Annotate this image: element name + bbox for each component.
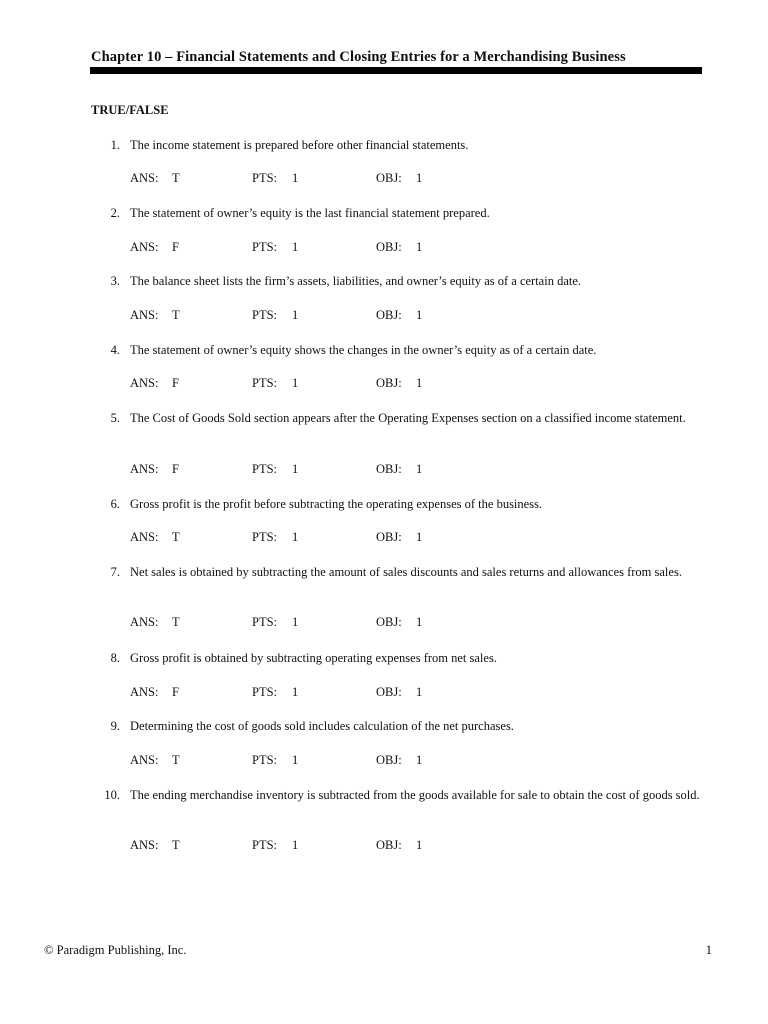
answer-field [130, 530, 180, 545]
points-value: 1 [292, 462, 299, 476]
points-label: PTS: [252, 376, 278, 390]
answer-label: ANS: [130, 376, 159, 390]
objective-value: 1 [416, 240, 423, 254]
objective-field [376, 376, 422, 391]
objective-label: OBJ: [376, 308, 402, 322]
question-text: Determining the cost of goods sold includes calculation of the net purchases. [130, 719, 514, 733]
question-text: The statement of owner’s equity is the last financial statement prepared. [130, 206, 490, 220]
objective-field [376, 685, 422, 700]
objective-field [376, 615, 422, 630]
points-field [252, 685, 298, 700]
points-label: PTS: [252, 462, 278, 476]
objective-value: 1 [416, 376, 423, 390]
objective-field [376, 530, 422, 545]
points-label: PTS: [252, 240, 278, 254]
answer-label: ANS: [130, 838, 159, 852]
objective-field [376, 308, 422, 323]
question-number: 3. [110, 274, 120, 288]
objective-field [376, 462, 422, 477]
answer-field [130, 838, 180, 853]
answer-value: T [172, 838, 180, 852]
points-field [252, 376, 298, 391]
answer-field [130, 615, 180, 630]
objective-field [376, 171, 422, 186]
question-number: 8. [110, 651, 120, 665]
objective-label: OBJ: [376, 530, 402, 544]
answer-value: T [172, 615, 180, 629]
objective-field [376, 753, 422, 768]
question-text: The income statement is prepared before other financial statements. [130, 138, 469, 152]
question-text: The statement of owner’s equity shows the changes in the owner’s equity as of a certain date. [130, 343, 597, 357]
question-number: 10. [104, 788, 120, 802]
question-number: 4. [110, 343, 120, 357]
answer-value: T [172, 171, 180, 185]
objective-label: OBJ: [376, 615, 402, 629]
question-text: The ending merchandise inventory is subtracted from the goods available for sale to obtain the cost of goods sold. [130, 788, 700, 802]
points-field [252, 615, 298, 630]
points-label: PTS: [252, 530, 278, 544]
points-label: PTS: [252, 308, 278, 322]
objective-label: OBJ: [376, 240, 402, 254]
answer-value: F [172, 685, 179, 699]
answer-label: ANS: [130, 685, 159, 699]
objective-field [376, 240, 422, 255]
question-text: Gross profit is the profit before subtracting the operating expenses of the business. [130, 497, 543, 511]
objective-value: 1 [416, 615, 423, 629]
points-value: 1 [292, 240, 299, 254]
answer-field [130, 753, 180, 768]
objective-label: OBJ: [376, 685, 402, 699]
title-rule [90, 67, 702, 74]
question-text: Gross profit is obtained by subtracting operating expenses from net sales. [130, 651, 497, 665]
answer-label: ANS: [130, 240, 159, 254]
points-field [252, 308, 298, 323]
answer-label: ANS: [130, 530, 159, 544]
question-number: 1. [110, 138, 120, 152]
points-field [252, 171, 298, 186]
objective-value: 1 [416, 685, 423, 699]
question-number: 7. [110, 565, 120, 579]
objective-label: OBJ: [376, 376, 402, 390]
objective-field [376, 838, 422, 853]
answer-value: F [172, 376, 179, 390]
answer-label: ANS: [130, 308, 159, 322]
question-text: The balance sheet lists the firm’s assets, liabilities, and owner’s equity as of a certain date. [130, 274, 582, 288]
answer-value: T [172, 308, 180, 322]
points-field [252, 530, 298, 545]
objective-value: 1 [416, 171, 423, 185]
objective-label: OBJ: [376, 753, 402, 767]
points-value: 1 [292, 171, 299, 185]
objective-value: 1 [416, 308, 423, 322]
points-value: 1 [292, 838, 299, 852]
objective-value: 1 [416, 838, 423, 852]
answer-label: ANS: [130, 753, 159, 767]
answer-label: ANS: [130, 171, 159, 185]
points-field [252, 462, 298, 477]
points-field [252, 753, 298, 768]
question-text: Net sales is obtained by subtracting the amount of sales discounts and sales returns and allowances from sales. [130, 565, 682, 579]
points-label: PTS: [252, 753, 278, 767]
points-label: PTS: [252, 171, 278, 185]
section-heading: TRUE/FALSE [91, 103, 169, 117]
answer-value: T [172, 530, 180, 544]
objective-value: 1 [416, 753, 423, 767]
points-value: 1 [292, 615, 299, 629]
answer-value: F [172, 240, 179, 254]
answer-field [130, 376, 179, 391]
points-value: 1 [292, 753, 299, 767]
chapter-title: Chapter 10 – Financial Statements and Closing Entries for a Merchandising Business [91, 49, 626, 65]
points-value: 1 [292, 685, 299, 699]
answer-label: ANS: [130, 615, 159, 629]
points-field [252, 838, 298, 853]
question-number: 6. [110, 497, 120, 511]
points-label: PTS: [252, 615, 278, 629]
question-text: The Cost of Goods Sold section appears after the Operating Expenses section on a classified income statement. [130, 411, 686, 425]
answer-field [130, 240, 179, 255]
points-label: PTS: [252, 685, 278, 699]
objective-label: OBJ: [376, 838, 402, 852]
answer-field [130, 171, 180, 186]
points-field [252, 240, 298, 255]
points-value: 1 [292, 308, 299, 322]
answer-value: T [172, 753, 180, 767]
points-value: 1 [292, 530, 299, 544]
points-label: PTS: [252, 838, 278, 852]
question-number: 2. [110, 206, 120, 220]
answer-value: F [172, 462, 179, 476]
objective-label: OBJ: [376, 171, 402, 185]
question-number: 5. [110, 411, 120, 425]
page-number: 1 [705, 943, 712, 957]
objective-value: 1 [416, 530, 423, 544]
answer-label: ANS: [130, 462, 159, 476]
footer-publisher: © Paradigm Publishing, Inc. [44, 943, 187, 957]
question-number: 9. [110, 719, 120, 733]
answer-field [130, 685, 179, 700]
points-value: 1 [292, 376, 299, 390]
answer-field [130, 462, 179, 477]
answer-field [130, 308, 180, 323]
objective-value: 1 [416, 462, 423, 476]
objective-label: OBJ: [376, 462, 402, 476]
